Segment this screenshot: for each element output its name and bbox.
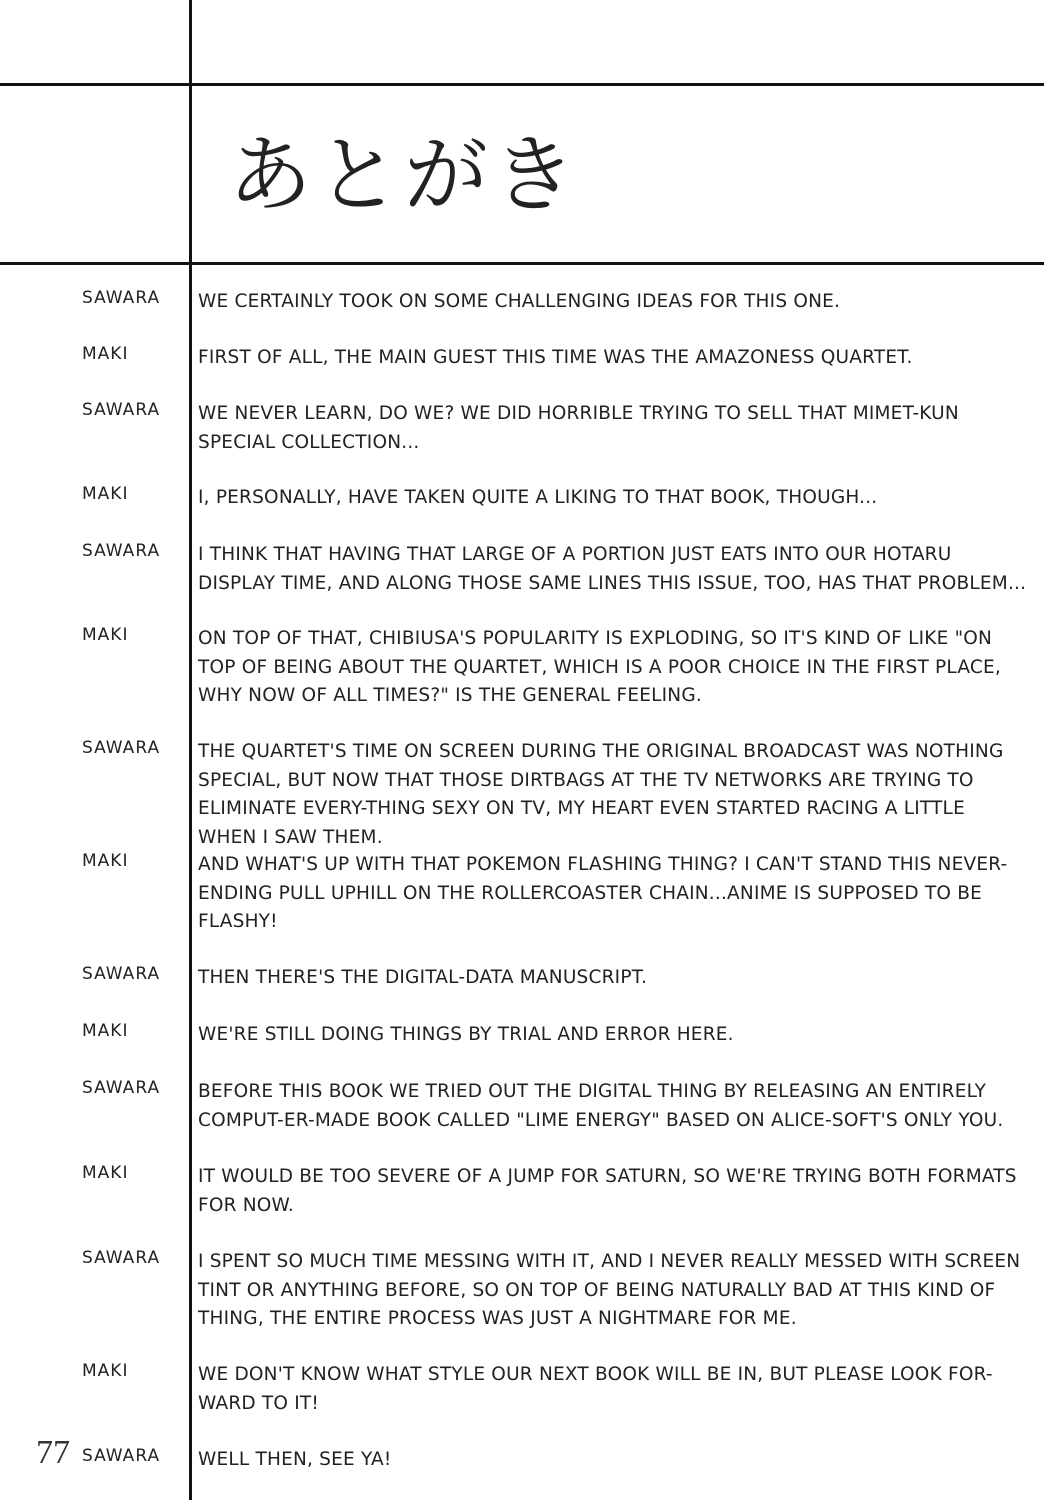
vertical-rule — [189, 0, 192, 1500]
page-title: あとがき — [228, 126, 581, 224]
page-number: 77 — [36, 1434, 70, 1471]
dialogue-text: WE NEVER LEARN, DO WE? WE DID HORRIBLE TRYING TO SELL THAT MIMET-KUN SPECIAL COLLECTION... — [198, 403, 959, 453]
speaker-name: SAWARA — [82, 1078, 161, 1098]
speaker-name: MAKI — [82, 625, 129, 645]
speaker-name: MAKI — [82, 851, 129, 871]
header-bottom-rule — [0, 262, 1044, 265]
dialogue-text: AND WHAT'S UP WITH THAT POKEMON FLASHING THING? I CAN'T STAND THIS NEVER-ENDING PULL UPHILL ON THE ROLLERCOASTER CHAIN...ANIME IS SUPPOSED TO BE FLASHY! — [198, 854, 1008, 932]
speaker-name: SAWARA — [82, 1446, 161, 1466]
speaker-name: SAWARA — [82, 541, 161, 561]
dialogue-text: I THINK THAT HAVING THAT LARGE OF A PORTION JUST EATS INTO OUR HOTARU DISPLAY TIME, AND ALONG THOSE SAME LINES THIS ISSUE, TOO, HAS THAT PROBLEM... — [198, 544, 1027, 594]
speaker-name: SAWARA — [82, 1248, 161, 1268]
dialogue-text: I SPENT SO MUCH TIME MESSING WITH IT, AND I NEVER REALLY MESSED WITH SCREEN TINT OR ANYTHING BEFORE, SO ON TOP OF BEING NATURALLY BAD AT THIS KIND OF THING, THE ENTIRE PROCESS WAS JUST A NIGHTMARE FOR ME. — [198, 1251, 1021, 1329]
dialogue-text: WE CERTAINLY TOOK ON SOME CHALLENGING IDEAS FOR THIS ONE. — [198, 291, 841, 312]
speaker-name: MAKI — [82, 1163, 129, 1183]
dialogue-text: WE DON'T KNOW WHAT STYLE OUR NEXT BOOK WILL BE IN, BUT PLEASE LOOK FOR-WARD TO IT! — [198, 1364, 993, 1414]
speaker-name: SAWARA — [82, 964, 161, 984]
speaker-name: SAWARA — [82, 738, 161, 758]
dialogue-text: ON TOP OF THAT, CHIBIUSA'S POPULARITY IS EXPLODING, SO IT'S KIND OF LIKE "ON TOP OF BEING ABOUT THE QUARTET, WHICH IS A POOR CHOICE IN THE FIRST PLACE, WHY NOW OF ALL TIMES?" IS THE GENERAL FEELING. — [198, 628, 1001, 706]
dialogue-text: THE QUARTET'S TIME ON SCREEN DURING THE ORIGINAL BROADCAST WAS NOTHING SPECIAL, BUT NOW THAT THOSE DIRTBAGS AT THE TV NETWORKS ARE TRYING TO ELIMINATE EVERY-THING SEXY ON TV, MY HEART EVEN STARTED RACING A LITTLE WHEN I SAW THEM. — [198, 741, 1004, 848]
speaker-name: SAWARA — [82, 288, 161, 308]
dialogue-text: BEFORE THIS BOOK WE TRIED OUT THE DIGITAL THING BY RELEASING AN ENTIRELY COMPUT-ER-MADE BOOK CALLED "LIME ENERGY" BASED ON ALICE-SOFT'S ONLY YOU. — [198, 1081, 1004, 1131]
speaker-name: MAKI — [82, 1021, 129, 1041]
speaker-name: MAKI — [82, 484, 129, 504]
header-top-rule — [0, 83, 1044, 86]
dialogue-text: FIRST OF ALL, THE MAIN GUEST THIS TIME WAS THE AMAZONESS QUARTET. — [198, 347, 913, 368]
dialogue-text: THEN THERE'S THE DIGITAL-DATA MANUSCRIPT. — [198, 967, 648, 988]
dialogue-text: WE'RE STILL DOING THINGS BY TRIAL AND ERROR HERE. — [198, 1024, 734, 1045]
dialogue-text: I, PERSONALLY, HAVE TAKEN QUITE A LIKING TO THAT BOOK, THOUGH... — [198, 487, 878, 508]
speaker-name: MAKI — [82, 344, 129, 364]
dialogue-text: IT WOULD BE TOO SEVERE OF A JUMP FOR SATURN, SO WE'RE TRYING BOTH FORMATS FOR NOW. — [198, 1166, 1017, 1216]
speaker-name: MAKI — [82, 1361, 129, 1381]
speaker-name: SAWARA — [82, 400, 161, 420]
dialogue-text: WELL THEN, SEE YA! — [198, 1449, 392, 1470]
